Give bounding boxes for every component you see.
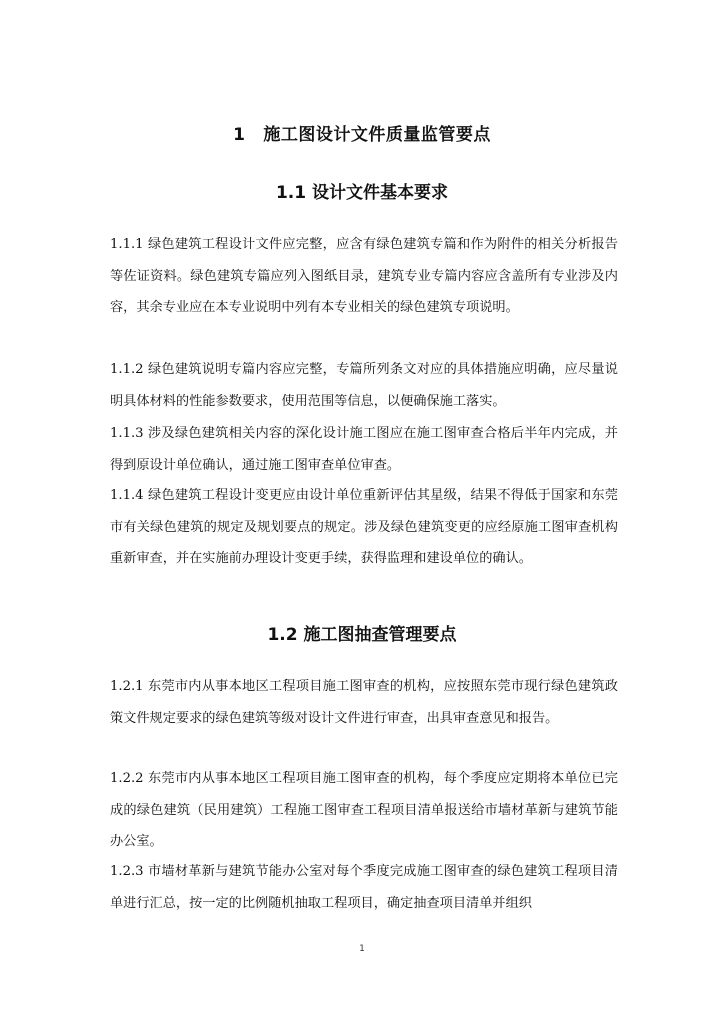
paragraph-1-2-1: 1.2.1 东莞市内从事本地区工程项目施工图审查的机构，应按照东莞市现行绿色建筑政策文件规定要求的绿色建筑等级对设计文件进行审查，出具审查意见和报告。 bbox=[110, 679, 618, 726]
paragraph-1-1-4: 1.1.4 绿色建筑工程设计变更应由设计单位重新评估其星级，结果不得低于国家和东莞市有关绿色建筑的规定及规划要点的规定。涉及绿色建筑变更的应经原施工图审查机构重新审查，并在实施前办理设计变更手续，获得监理和建设单位的确认。 bbox=[110, 488, 618, 566]
chapter-heading bbox=[0, 120, 724, 145]
chapter-title: 施工图设计文件质量监管要点 bbox=[263, 125, 491, 145]
paragraph-1-2-2: 1.2.2 东莞市内从事本地区工程项目施工图审查的机构，每个季度应定期将本单位已完成的绿色建筑（民用建筑）工程施工图审查工程项目清单报送给市墙材革新与建筑节能办公室。 bbox=[110, 771, 618, 849]
chapter-number: 1 bbox=[233, 125, 246, 145]
paragraph-1-1-1: 1.1.1 绿色建筑工程设计文件应完整，应含有绿色建筑专篇和作为附件的相关分析报告等佐证资料。绿色建筑专篇应列入图纸目录，建筑专业专篇内容应含盖所有专业涉及内容，其余专业应在本专业说明中列有本专业相关的绿色建筑专项说明。 bbox=[110, 237, 618, 315]
paragraph-1-1-3: 1.1.3 涉及绿色建筑相关内容的深化设计施工图应在施工图审查合格后半年内完成，并得到原设计单位确认，通过施工图审查单位审查。 bbox=[110, 426, 618, 473]
section-heading-1-1: 1.1 设计文件基本要求 bbox=[275, 183, 449, 203]
section-heading-1-2: 1.2 施工图抽查管理要点 bbox=[267, 625, 457, 645]
paragraph-1-2-3: 1.2.3 市墙材革新与建筑节能办公室对每个季度完成施工图审查的绿色建筑工程项目清单进行汇总，按一定的比例随机抽取工程项目，确定抽查项目清单并组织 bbox=[110, 864, 618, 911]
page-number: 1 bbox=[359, 944, 365, 954]
paragraph-1-1-2: 1.1.2 绿色建筑说明专篇内容应完整，专篇所列条文对应的具体措施应明确，应尽量说明具体材料的性能参数要求，使用范围等信息，以便确保施工落实。 bbox=[110, 362, 618, 409]
